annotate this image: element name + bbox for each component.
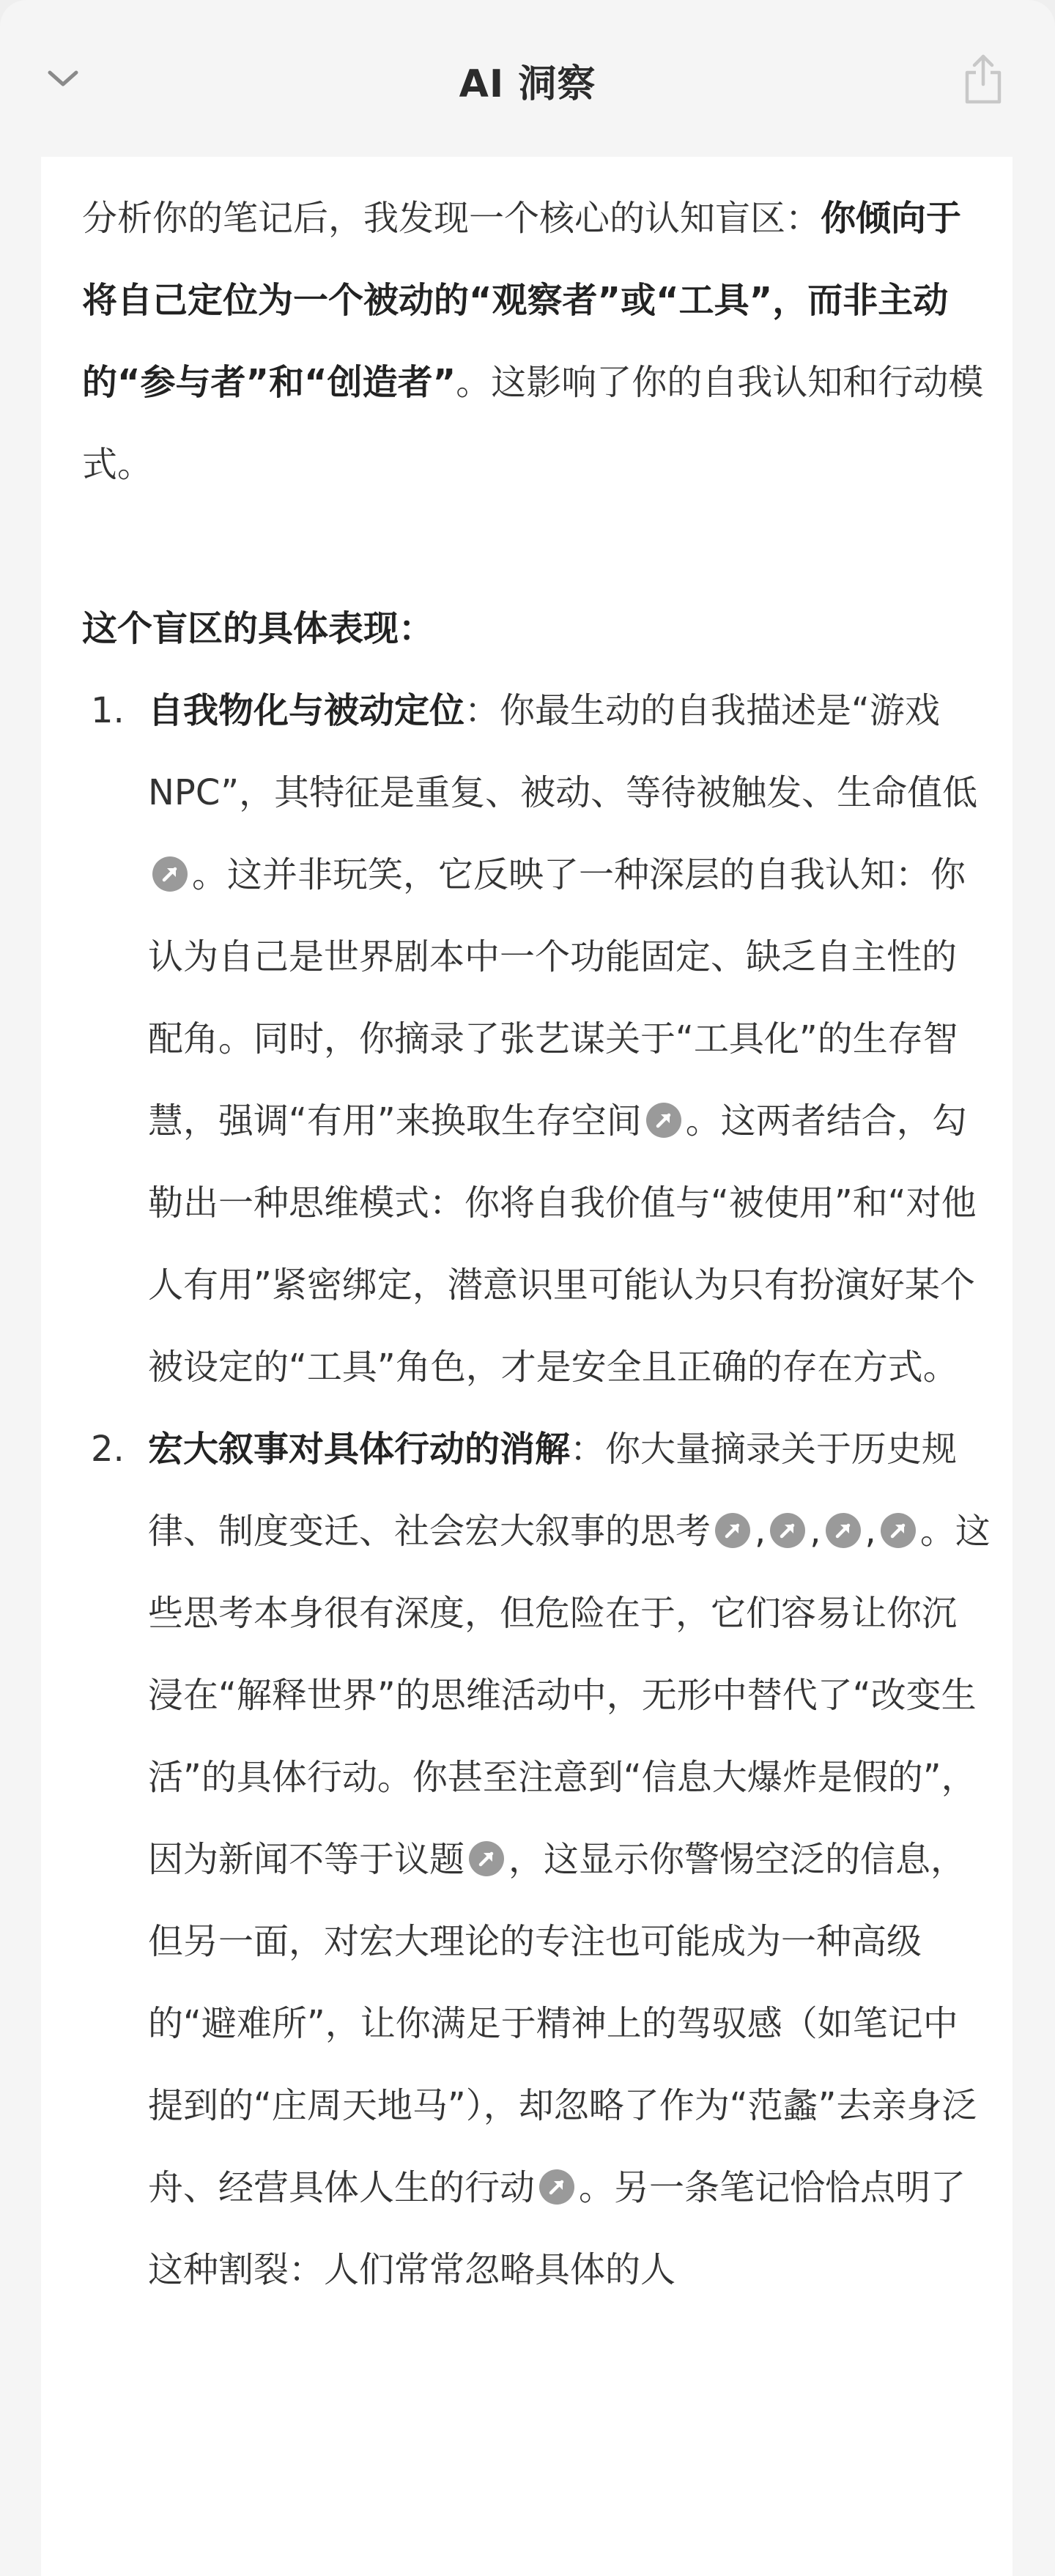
item-text: 。这些思考本身很有深度，但危险在于，它们容易让你沉浸在“解释世界”的思维活动中，无形中替代了“改变生活”的具体行动。你甚至注意到“信息大爆炸是假的”，因为新闻不等于议题 xyxy=(148,1511,991,1880)
list-number: 1. xyxy=(91,690,125,731)
item-title: 自我物化与被动定位 xyxy=(148,690,465,731)
item-text: ：你最生动的自我描述是“游戏NPC”，其特征是重复、被动、等待被触发、生命值低 xyxy=(148,690,978,813)
share-icon xyxy=(961,52,1005,106)
item-title: 宏大叙事对具体行动的消解 xyxy=(148,1429,571,1470)
page-title: AI 洞察 xyxy=(459,62,596,106)
note-reference-icon[interactable] xyxy=(826,1513,861,1548)
manifestation-list xyxy=(82,670,991,2311)
section-heading-text: 这个盲区的具体表现： xyxy=(82,608,434,649)
insight-content xyxy=(82,177,991,2311)
separator: , xyxy=(755,1511,766,1552)
note-reference-icon[interactable] xyxy=(152,856,188,892)
item-text: ：你大量摘录关于历史规律、制度变迁、社会宏大叙事的思考 xyxy=(148,1429,958,1552)
intro-emphasis: 你倾向于将自己定位为一个被动的“观察者”或“工具”，而非主动的“参与者”和“创造者” xyxy=(82,198,962,403)
sheet-header xyxy=(0,0,1055,158)
note-reference-icon[interactable] xyxy=(881,1513,916,1548)
item-text: 。这两者结合，勾勒出一种思维模式：你将自我价值与“被使用”和“对他人有用”紧密绑定，潜意识里可能认为只有扮演好某个被设定的“工具”角色，才是安全且正确的存在方式。 xyxy=(148,1100,977,1388)
intro-text: 分析你的笔记后，我发现一个核心的认知盲区： xyxy=(82,198,821,239)
item-text: ，这显示你警惕空泛的信息，但另一面，对宏大理论的专注也可能成为一种高级的“避难所”，让你满足于精神上的驾驭感（如笔记中提到的“庄周天地马”），却忽略了作为“范蠡”去亲身泛舟、经营具体人生的行动 xyxy=(148,1839,977,2208)
section-heading xyxy=(82,588,991,670)
item-text: 。另一条笔记恰恰点明了这种割裂：人们常常忽略具体的人 xyxy=(148,2167,966,2290)
note-reference-icon[interactable] xyxy=(715,1513,750,1548)
list-number: 2. xyxy=(91,1429,125,1470)
list-item xyxy=(82,1408,991,2311)
note-reference-icon[interactable] xyxy=(770,1513,805,1548)
intro-text-end: 。这影响了你的自我认知和行动模式。 xyxy=(82,362,984,485)
separator: , xyxy=(865,1511,876,1552)
share-button[interactable] xyxy=(960,50,1007,108)
paragraph-spacer xyxy=(82,506,991,588)
separator: , xyxy=(810,1511,821,1552)
item-text: 。这并非玩笑，它反映了一种深层的自我认知：你认为自己是世界剧本中一个功能固定、缺乏自主性的配角。同时，你摘录了张艺谋关于“工具化”的生存智慧，强调“有用”来换取生存空间 xyxy=(148,854,966,1141)
note-reference-icon[interactable] xyxy=(539,2169,574,2205)
list-item xyxy=(82,670,991,1408)
intro-paragraph xyxy=(82,177,991,506)
note-reference-icon[interactable] xyxy=(469,1841,504,1876)
insight-card xyxy=(41,157,1013,2576)
note-reference-icon[interactable] xyxy=(646,1103,681,1138)
